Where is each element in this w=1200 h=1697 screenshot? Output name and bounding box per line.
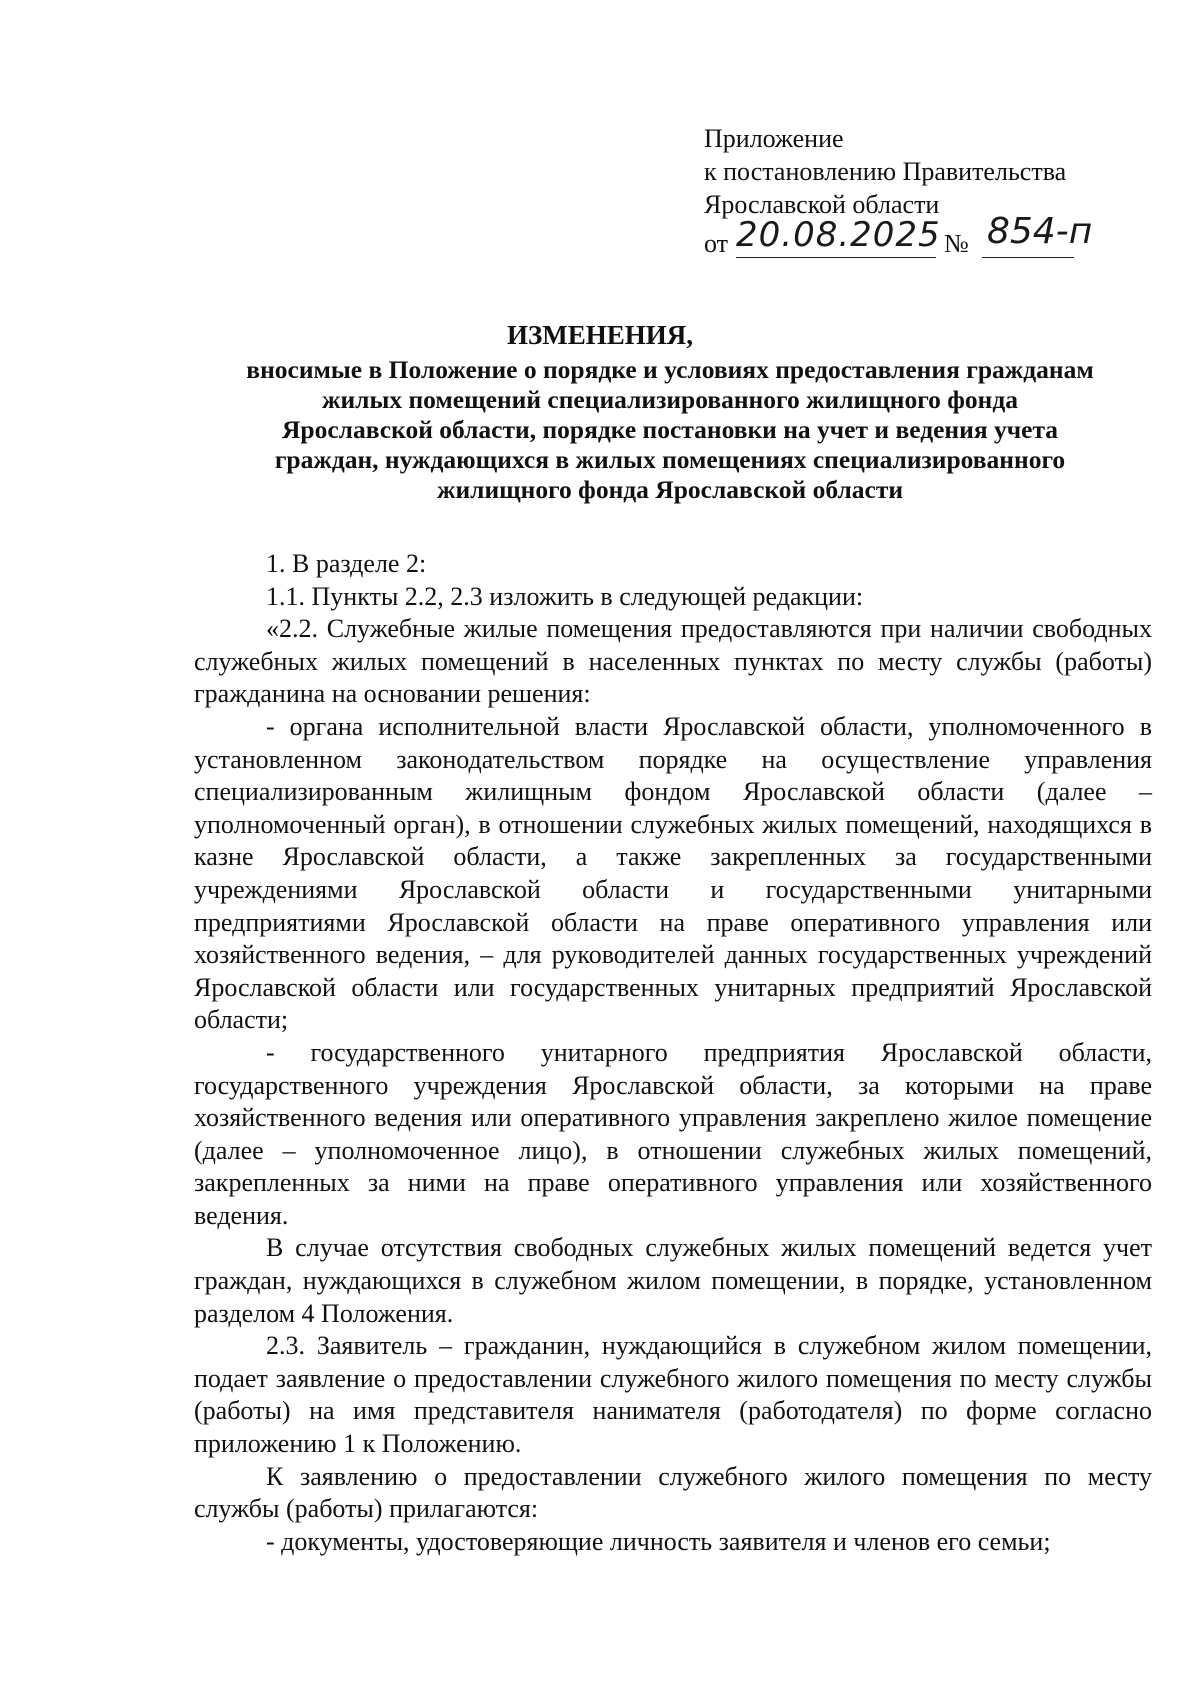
subtitle-line: жилых помещений специализированного жилищного фонда	[321, 385, 1019, 414]
document-body	[194, 548, 1152, 1558]
paragraph: - государственного унитарного предприятия Ярославской области, государственного учреждения Ярославской области, за которыми на праве хозяйственного ведения или оперативного управления закреплено жилое помещение (далее – уполномоченное лицо), в отношении служебных жилых помещений, закрепленных за ними на праве оперативного управления или хозяйственного ведения.	[194, 1037, 1152, 1230]
document-title	[0, 320, 1200, 351]
appendix-label: Приложение	[704, 124, 844, 153]
paragraph: 1.1. Пункты 2.2, 2.3 изложить в следующей редакции:	[266, 581, 864, 611]
handwritten-date: 20.08.2025	[736, 215, 941, 255]
date-number-line	[704, 211, 1144, 261]
date-underline	[736, 257, 936, 258]
appendix-reference: к постановлению Правительства	[704, 157, 1067, 186]
paragraph: - документы, удостоверяющие личность заявителя и членов его семьи;	[266, 1526, 1051, 1556]
subtitle-line: вносимые в Положение о порядке и условиях предоставления гражданам	[246, 355, 1094, 384]
paragraph: В случае отсутствия свободных служебных жилых помещений ведется учет граждан, нуждающихся в служебном жилом помещении, в порядке, установленном разделом 4 Положения.	[194, 1233, 1152, 1328]
number-underline	[982, 257, 1074, 258]
paragraph: К заявлению о предоставлении служебного жилого помещения по месту службы (работы) прилагаются:	[194, 1461, 1152, 1524]
paragraph: «2.2. Служебные жилые помещения предоставляются при наличии свободных служебных жилых помещений в населенных пунктах по месту службы (работы) гражданина на основании решения:	[194, 614, 1152, 709]
paragraph: 1. В разделе 2:	[266, 549, 427, 578]
document-subtitle	[190, 355, 1150, 505]
title-text: ИЗМЕНЕНИЯ,	[506, 320, 693, 350]
subtitle-line: граждан, нуждающихся в жилых помещениях специализированного	[274, 445, 1066, 474]
subtitle-line: Ярославской области, порядке постановки на учет и ведения учета	[281, 415, 1059, 444]
number-sign: №	[944, 229, 969, 258]
handwritten-number: 854-п	[987, 211, 1093, 252]
appendix-region: Ярославской области	[704, 190, 940, 219]
subtitle-line: жилищного фонда Ярославской области	[436, 475, 904, 504]
appendix-header	[704, 122, 1144, 261]
date-prefix: от	[704, 229, 729, 258]
paragraph: - органа исполнительной власти Ярославской области, уполномоченного в установленном законодательством порядке на осуществление управления специализированным жилищным фондом Ярославской области (далее – уполномоченный орган), в отношении служебных жилых помещений, находящихся в казне Ярославской области, а также закрепленных за государственными учреждениями Ярославской области и государственными унитарными предприятиями Ярославской области на праве оперативного управления или хозяйственного ведения, – для руководителей данных государственных учреждений Ярославской области или государственных унитарных предприятий Ярославской области;	[194, 711, 1152, 1035]
paragraph: 2.3. Заявитель – гражданин, нуждающийся в служебном жилом помещении, подает заявление о предоставлении служебного жилого помещения по месту службы (работы) на имя представителя нанимателя (работодателя) по форме согласно приложению 1 к Положению.	[194, 1331, 1152, 1459]
